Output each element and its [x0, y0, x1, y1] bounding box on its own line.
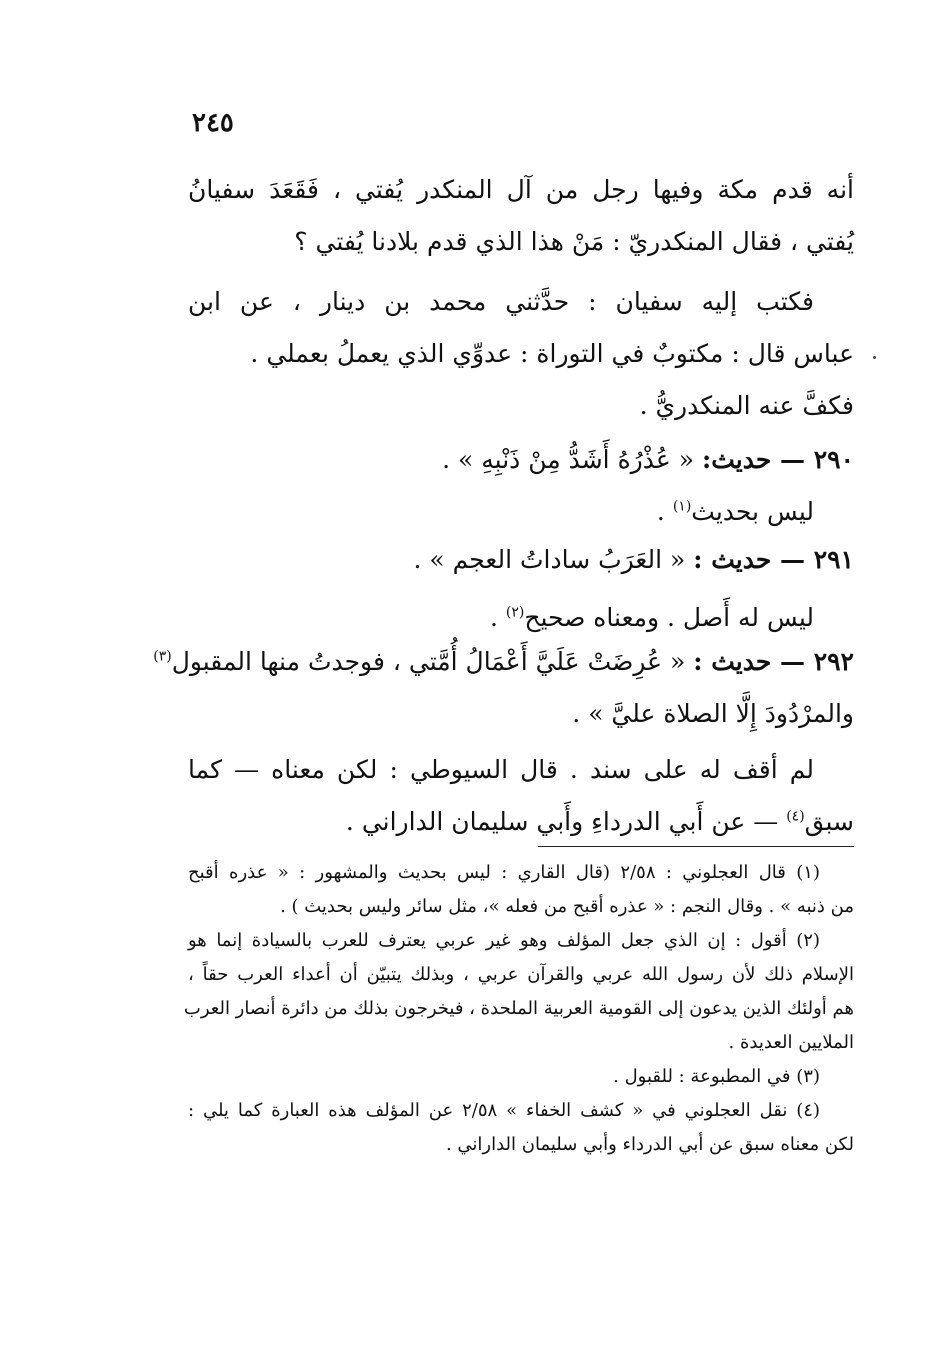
- footnote-ref-1: (١): [672, 498, 692, 515]
- paragraph-2-line-1: فكتب إليه سفيان : حدَّثني محمد بن دينار ، عن ابن: [188, 287, 814, 316]
- hadith-291-text: « العَرَبُ ساداتُ العجم » .: [413, 545, 686, 574]
- hadith-290: [188, 434, 854, 538]
- hadith-292-comment-line-1: لم أقف له على سند . قال السيوطي : لكن معناه — كما: [188, 755, 814, 784]
- footnote-4-line-1: (٤) نقل العجلوني في « كشف الخفاء » ٢/٥٨ عن المؤلف هذه العبارة كما يلي :: [188, 1100, 820, 1121]
- footnote-1-line-2: من ذنبه » . وقال النجم : « عذره أقبح من فعله »، مثل سائر وليس بحديث ) .: [280, 896, 854, 917]
- hadith-290-comment: [188, 486, 854, 538]
- paragraph-2: [188, 276, 854, 432]
- footnote-ref-3: (٣): [153, 648, 172, 665]
- paragraph-1-line-2: يُفتي ، فقال المنكدريّ : مَنْ هذا الذي قدم بلادنا يُفتي ؟: [294, 227, 854, 256]
- footnote-4-line-2: لكن معناه سبق عن أبي الدرداء وأبي سليمان الداراني .: [445, 1134, 854, 1155]
- footnote-1-line-1: (١) قال العجلوني : ٢/٥٨ (قال القاري : ليس بحديث والمشهور : « عذره أقبح: [188, 862, 820, 883]
- footnote-2-line-4: الملايين العديدة .: [728, 1032, 854, 1053]
- footnote-ref-4: (٤): [786, 808, 805, 825]
- hadith-292-comment-2b: — عن أَبي الدرداءِ وأَبي سليمان الداراني .: [345, 807, 787, 836]
- paragraph-2-line-2: عباس قال : مكتوبٌ في التوراة : عدوِّي الذي يعملُ بعملي .: [250, 339, 854, 368]
- footnote-3-line-1: (٣) في المطبوعة : للقبول .: [613, 1066, 820, 1087]
- paragraph-1-line-1: أنه قدم مكة وفيها رجل من آل المنكدر يُفتي ، فَقَعَدَ سفيانُ: [188, 175, 854, 204]
- hadith-290-text: « عُذْرُهُ أَشَدُّ مِنْ ذَنْبِهِ » .: [442, 445, 695, 474]
- footnote-separator: [538, 846, 854, 847]
- footnote-2-line-2: الإسلام ذلك لأن رسول الله عربي والقرآن عربي ، وبذلك يتبيّن أن أعداء العرب حقاً ،: [188, 964, 854, 985]
- hadith-290-comment-text: ليس بحديث: [691, 497, 814, 526]
- hadith-291: [188, 534, 854, 644]
- hadith-292-number: ٢٩٢ — حديث :: [693, 647, 854, 676]
- hadith-290-heading: [188, 434, 854, 486]
- scan-speck: [873, 356, 876, 359]
- footnote-ref-2: (٢): [505, 604, 525, 621]
- hadith-292-text: « عُرِضَتْ عَلَيَّ أَعْمَالُ أُمَّتي ، فوجدتُ منها المقبول: [171, 647, 686, 676]
- hadith-292-heading: [153, 636, 854, 688]
- paragraph-1: [188, 164, 854, 268]
- footnotes: [183, 856, 854, 1162]
- paragraph-2-line-3: فكفَّ عنه المنكدريُّ .: [639, 391, 854, 420]
- hadith-291-comment-end: .: [489, 603, 506, 632]
- page-number: ٢٤٥: [192, 108, 234, 138]
- hadith-292-text-2: والمرْدُودَ إِلَّا الصلاة عليَّ » .: [572, 699, 854, 728]
- footnote-2-line-1: (٢) أقول : إن الذي جعل المؤلف وهو غير عربي يعترف للعرب بالسيادة إنما هو: [188, 930, 820, 951]
- hadith-292: [153, 636, 854, 848]
- footnote-2-line-3: هم أولئك الذين يدعون إلى القومية العربية الملحدة ، فيخرجون بذلك من دائرة أنصار العرب: [183, 998, 854, 1019]
- hadith-290-comment-end: .: [656, 497, 673, 526]
- hadith-292-comment-line-2: [188, 796, 854, 848]
- hadith-291-number: ٢٩١ — حديث :: [693, 545, 854, 574]
- hadith-291-heading: [188, 534, 854, 586]
- hadith-290-number: ٢٩٠ — حديث:: [701, 445, 854, 474]
- hadith-291-comment-text: ليس له أَصل . ومعناه صحيح: [524, 603, 814, 632]
- hadith-292-comment-2a: سبق: [804, 807, 854, 836]
